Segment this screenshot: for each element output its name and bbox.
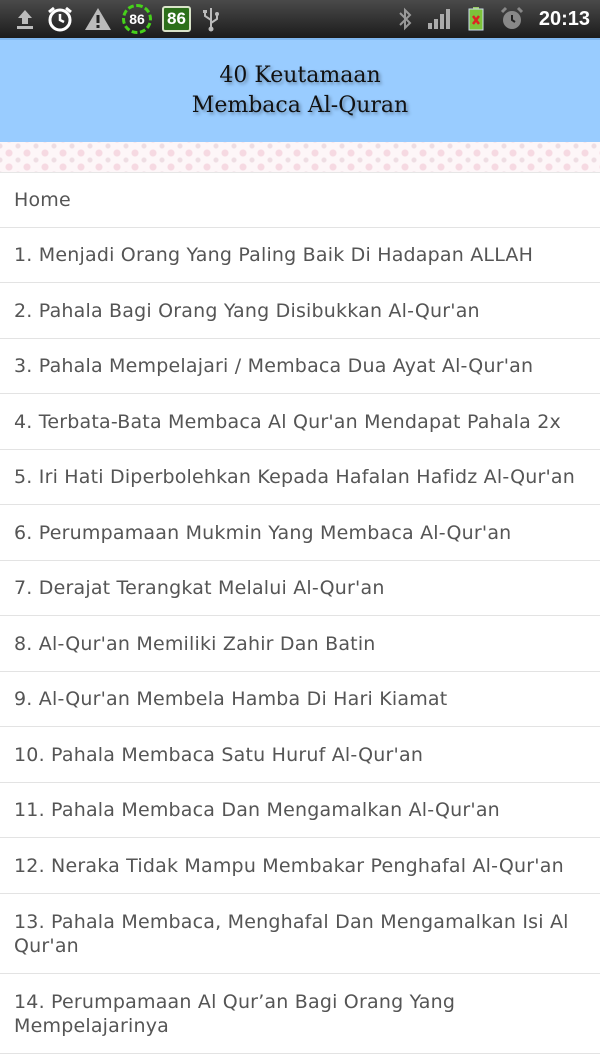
- menu-item-1[interactable]: 1. Menjadi Orang Yang Paling Baik Di Hadapan ALLAH: [0, 228, 600, 283]
- decorative-pattern-strip: [0, 142, 600, 173]
- menu-item-3[interactable]: 3. Pahala Mempelajari / Membaca Dua Ayat Al-Qur'an: [0, 339, 600, 394]
- menu-item-13[interactable]: 13. Pahala Membaca, Menghafal Dan Mengamalkan Isi Al Qur'an: [0, 894, 600, 974]
- menu-item-11[interactable]: 11. Pahala Membaca Dan Mengamalkan Al-Qur'an: [0, 783, 600, 838]
- app-header: [0, 38, 600, 142]
- battery-icon: [467, 6, 485, 32]
- menu-item-9[interactable]: 9. Al-Qur'an Membela Hamba Di Hari Kiamat: [0, 672, 600, 727]
- menu-list: [0, 172, 600, 1054]
- menu-item-5[interactable]: 5. Iri Hati Diperbolehkan Kepada Hafalan Hafidz Al-Qur'an: [0, 450, 600, 505]
- signal-icon: [427, 6, 453, 32]
- status-bar: [0, 0, 600, 38]
- alarm-icon: [499, 6, 525, 32]
- bluetooth-icon: [397, 6, 413, 32]
- menu-item-10[interactable]: 10. Pahala Membaca Satu Huruf Al-Qur'an: [0, 727, 600, 783]
- menu-item-8[interactable]: 8. Al-Qur'an Memiliki Zahir Dan Batin: [0, 616, 600, 672]
- upload-icon: [14, 6, 36, 32]
- alarm-clock-icon: [46, 6, 74, 32]
- app-title: [192, 61, 408, 121]
- menu-item-12[interactable]: 12. Neraka Tidak Mampu Membakar Penghafal Al-Qur'an: [0, 838, 600, 894]
- battery-level-box: 86: [162, 6, 191, 32]
- menu-item-2[interactable]: 2. Pahala Bagi Orang Yang Disibukkan Al-Qur'an: [0, 283, 600, 339]
- menu-item-4[interactable]: 4. Terbata-Bata Membaca Al Qur'an Mendapat Pahala 2x: [0, 394, 600, 450]
- app-title-line2: Membaca Al-Quran: [191, 93, 409, 118]
- ring-counter-icon: 86: [122, 4, 152, 34]
- menu-item-7[interactable]: 7. Derajat Terangkat Melalui Al-Qur'an: [0, 561, 600, 616]
- usb-icon: [201, 6, 221, 32]
- menu-item-6[interactable]: 6. Perumpamaan Mukmin Yang Membaca Al-Qur'an: [0, 505, 600, 561]
- menu-item-home[interactable]: Home: [0, 172, 600, 228]
- status-clock: 20:13: [538, 7, 590, 30]
- app-title-line1: 40 Keutamaan: [219, 63, 381, 88]
- menu-item-14[interactable]: 14. Perumpamaan Al Qur’an Bagi Orang Yang Mempelajarinya: [0, 974, 600, 1054]
- warning-icon: [84, 6, 112, 32]
